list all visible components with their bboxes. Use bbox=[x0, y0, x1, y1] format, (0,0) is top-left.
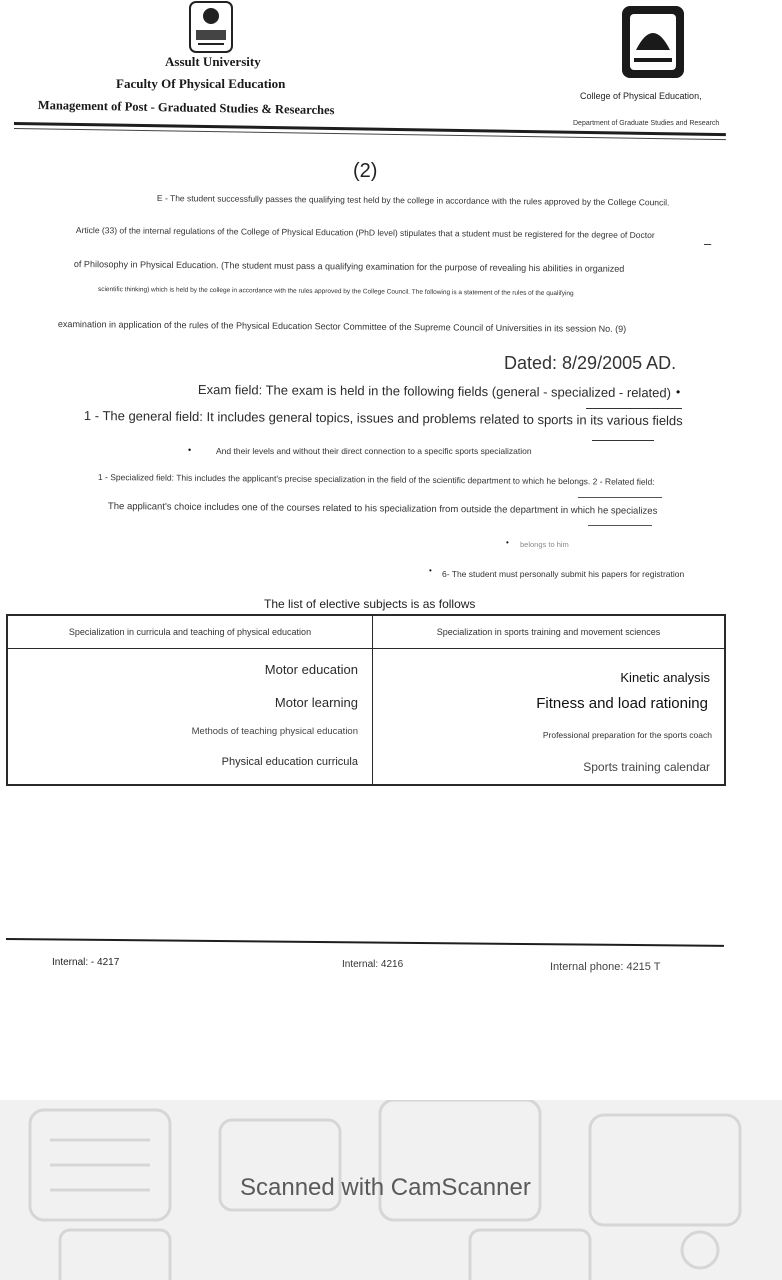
bullet-mark: • bbox=[676, 385, 681, 399]
page-number: (2) bbox=[353, 160, 378, 182]
header-curricula: Specialization in curricula and teaching of physical education bbox=[7, 615, 373, 649]
underline-specialized bbox=[578, 497, 662, 498]
camscanner-watermark-band bbox=[0, 1100, 782, 1280]
underline-applicant bbox=[588, 525, 652, 526]
belongs-line: belongs to him bbox=[520, 540, 569, 549]
list-item: Fitness and load rationing bbox=[536, 695, 708, 712]
dash-mark: – bbox=[704, 236, 712, 251]
list-item: Motor learning bbox=[274, 695, 358, 710]
college-name: College of Physical Education, bbox=[580, 91, 702, 101]
internal-mid: Internal: 4216 bbox=[342, 959, 404, 970]
dated-line: Dated: 8/29/2005 AD. bbox=[504, 353, 677, 373]
papers-line: 6- The student must personally submit his papers for registration bbox=[442, 569, 685, 579]
faculty-name: Faculty Of Physical Education bbox=[116, 76, 286, 91]
table-header-row bbox=[7, 615, 725, 649]
list-item: Motor education bbox=[264, 662, 358, 677]
university-seal-logo bbox=[186, 0, 236, 54]
paragraph-line-4: scientific thinking) which is held by the college in accordance with the rules approved by the College Council. The following is a statement of the rules of the qualifying bbox=[97, 286, 574, 298]
underline-exam bbox=[586, 408, 682, 409]
list-item: Physical education curricula bbox=[221, 756, 358, 768]
papers-bullet: • bbox=[429, 566, 432, 575]
paragraph-line-2: Article (33) of the internal regulations of the College of Physical Education (PhD level) stipulates that a student must be registered for the degree of Doctor bbox=[75, 225, 655, 241]
applicant-choice-line: The applicant's choice includes one of the courses related to his specialization from outside the department in which he specializes bbox=[107, 501, 658, 517]
training-column bbox=[373, 649, 726, 786]
management-name: Management of Post - Graduated Studies & Researches bbox=[37, 98, 335, 118]
list-item: Sports training calendar bbox=[583, 760, 710, 774]
levels-line: And their levels and without their direct connection to a specific sports specialization bbox=[216, 446, 532, 456]
specialized-field-line: 1 - Specialized field: This includes the applicant's precise specialization in the field of the scientific department to which he belongs. 2 - Related field: bbox=[97, 472, 655, 487]
paragraph-line-3: of Philosophy in Physical Education. (The student must pass a qualifying examination for the purpose of revealing his abilities in organized bbox=[73, 259, 625, 274]
paragraph-line-5: examination in application of the rules of the Physical Education Sector Committee of the Supreme Council of Universities in its session No. (9) bbox=[57, 319, 627, 334]
underline-general bbox=[592, 440, 654, 441]
footer-divider bbox=[6, 938, 724, 947]
internal-right: Internal phone: 4215 T bbox=[550, 961, 661, 973]
header-training: Specialization in sports training and movement sciences bbox=[373, 615, 726, 649]
list-item: Methods of teaching physical education bbox=[191, 726, 358, 737]
general-field-line: 1 - The general field: It includes general topics, issues and problems related to sports in its various fields bbox=[83, 408, 683, 429]
belongs-bullet: • bbox=[506, 538, 509, 547]
table-body-row bbox=[7, 649, 725, 786]
internal-left: Internal: - 4217 bbox=[52, 957, 120, 968]
list-item: Kinetic analysis bbox=[620, 670, 710, 685]
camscanner-label: Scanned with CamScanner bbox=[240, 1174, 531, 1201]
paragraph-line-1: E - The student successfully passes the qualifying test held by the college in accordance with the rules approved by the College Council. bbox=[156, 193, 670, 208]
elective-subjects-table bbox=[6, 614, 726, 786]
university-name: Assult University bbox=[165, 54, 261, 69]
curricula-column bbox=[7, 649, 373, 786]
exam-field-line: Exam field: The exam is held in the following fields (general - specialized - related) bbox=[197, 382, 672, 401]
college-seal-logo bbox=[618, 2, 688, 82]
list-item: Professional preparation for the sports coach bbox=[542, 730, 712, 740]
levels-bullet: • bbox=[188, 445, 192, 455]
department-name: Department of Graduate Studies and Research bbox=[573, 120, 720, 127]
elective-title: The list of elective subjects is as follows bbox=[264, 597, 476, 611]
